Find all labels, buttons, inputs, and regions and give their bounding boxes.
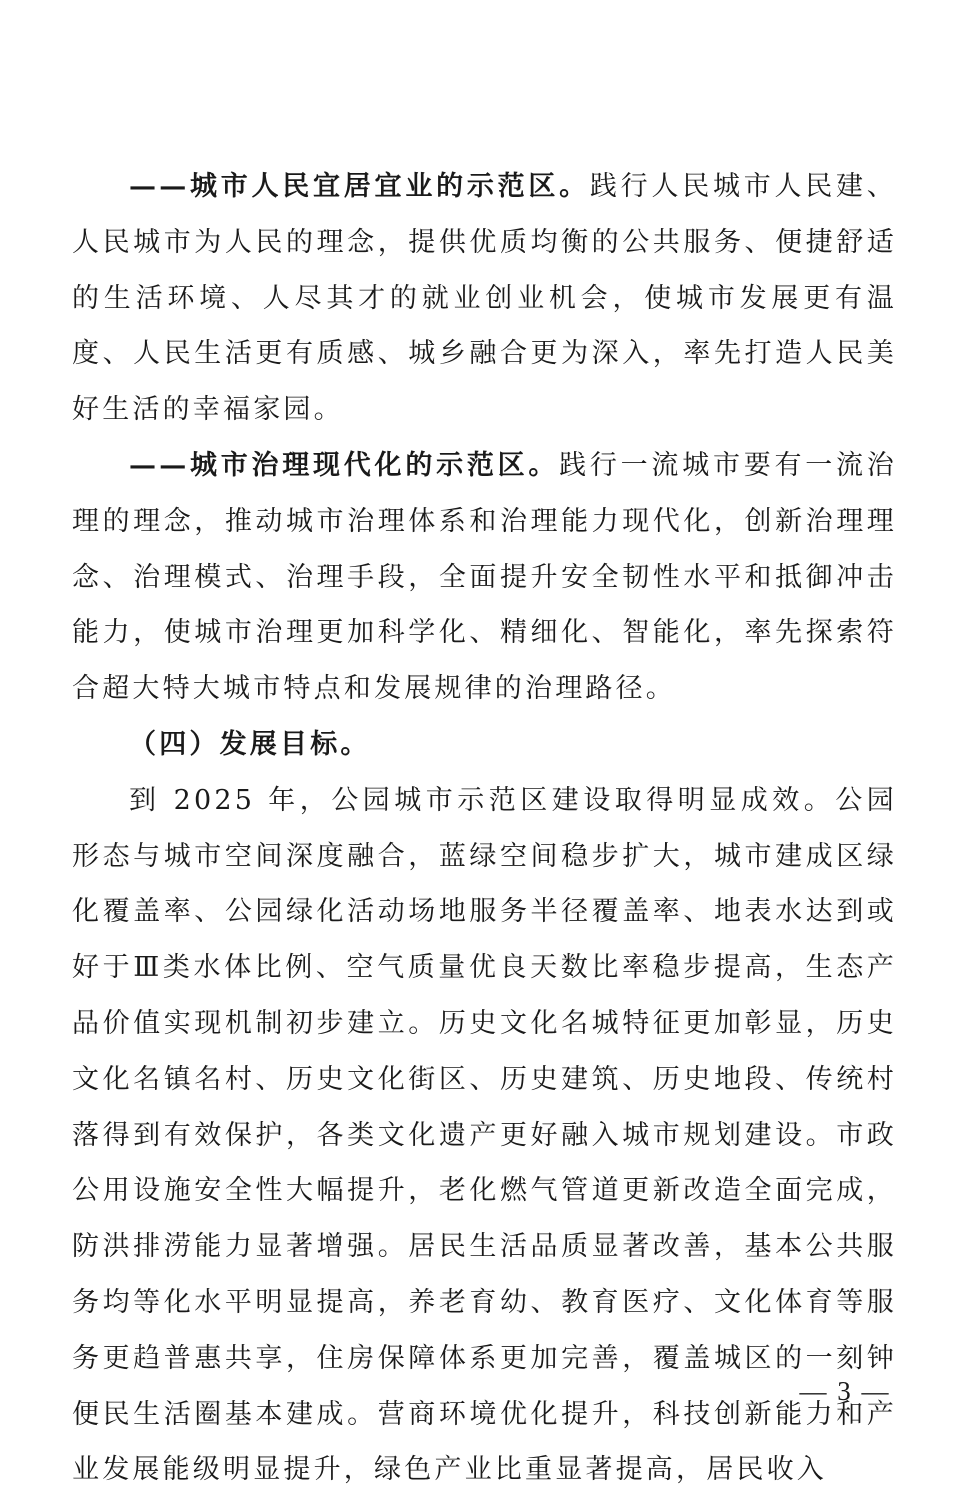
paragraph-lead-governance: ——城市治理现代化的示范区。	[129, 449, 560, 481]
paragraph-lead-livable-city: ——城市人民宜居宜业的示范区。	[129, 171, 590, 202]
paragraph-governance	[72, 438, 897, 717]
section-heading: （四）发展目标。	[129, 728, 371, 760]
paragraph-text-livable-city: 践行人民城市人民建、人民城市为人民的理念，提供优质均衡的公共服务、便捷舒适的生活环境、人尽其才的就业创业机会，使城市发展更有温度、人民生活更有质感、城乡融合更为深入，率先打造人民美好生活的幸福家园。	[72, 171, 898, 426]
paragraph-text-governance: 践行一流城市要有一流治理的理念，推动城市治理体系和治理能力现代化，创新治理理念、治理模式、治理手段，全面提升安全韧性水平和抵御冲击能力，使城市治理更加科学化、精细化、智能化，率先探索符合超大特大城市特点和发展规律的治理路径。	[72, 449, 897, 705]
paragraph-livable-city	[72, 159, 897, 438]
page-number: — 3 —	[799, 1376, 891, 1406]
document-body	[72, 159, 897, 1498]
paragraph-development-goals: 到 2025 年，公园城市示范区建设取得明显成效。公园形态与城市空间深度融合，蓝绿空间稳步扩大，城市建成区绿化覆盖率、公园绿化活动场地服务半径覆盖率、地表水达到或好于Ⅲ类水体比例、空气质量优良天数比率稳步提高，生态产品价值实现机制初步建立。历史文化名城特征更加彰显，历史文化名镇名村、历史文化街区、历史建筑、历史地段、传统村落得到有效保护，各类文化遗产更好融入城市规划建设。市政公用设施安全性大幅提升，老化燃气管道更新改造全面完成，防洪排涝能力显著增强。居民生活品质显著改善，基本公共服务均等化水平明显提高，养老育幼、教育医疗、文化体育等服务更趋普惠共享，住房保障体系更加完善，覆盖城区的一刻钟便民生活圈基本建成。营商环境优化提升，科技创新能力和产业发展能级明显提升，绿色产业比重显著提高，居民收入	[72, 784, 897, 1486]
